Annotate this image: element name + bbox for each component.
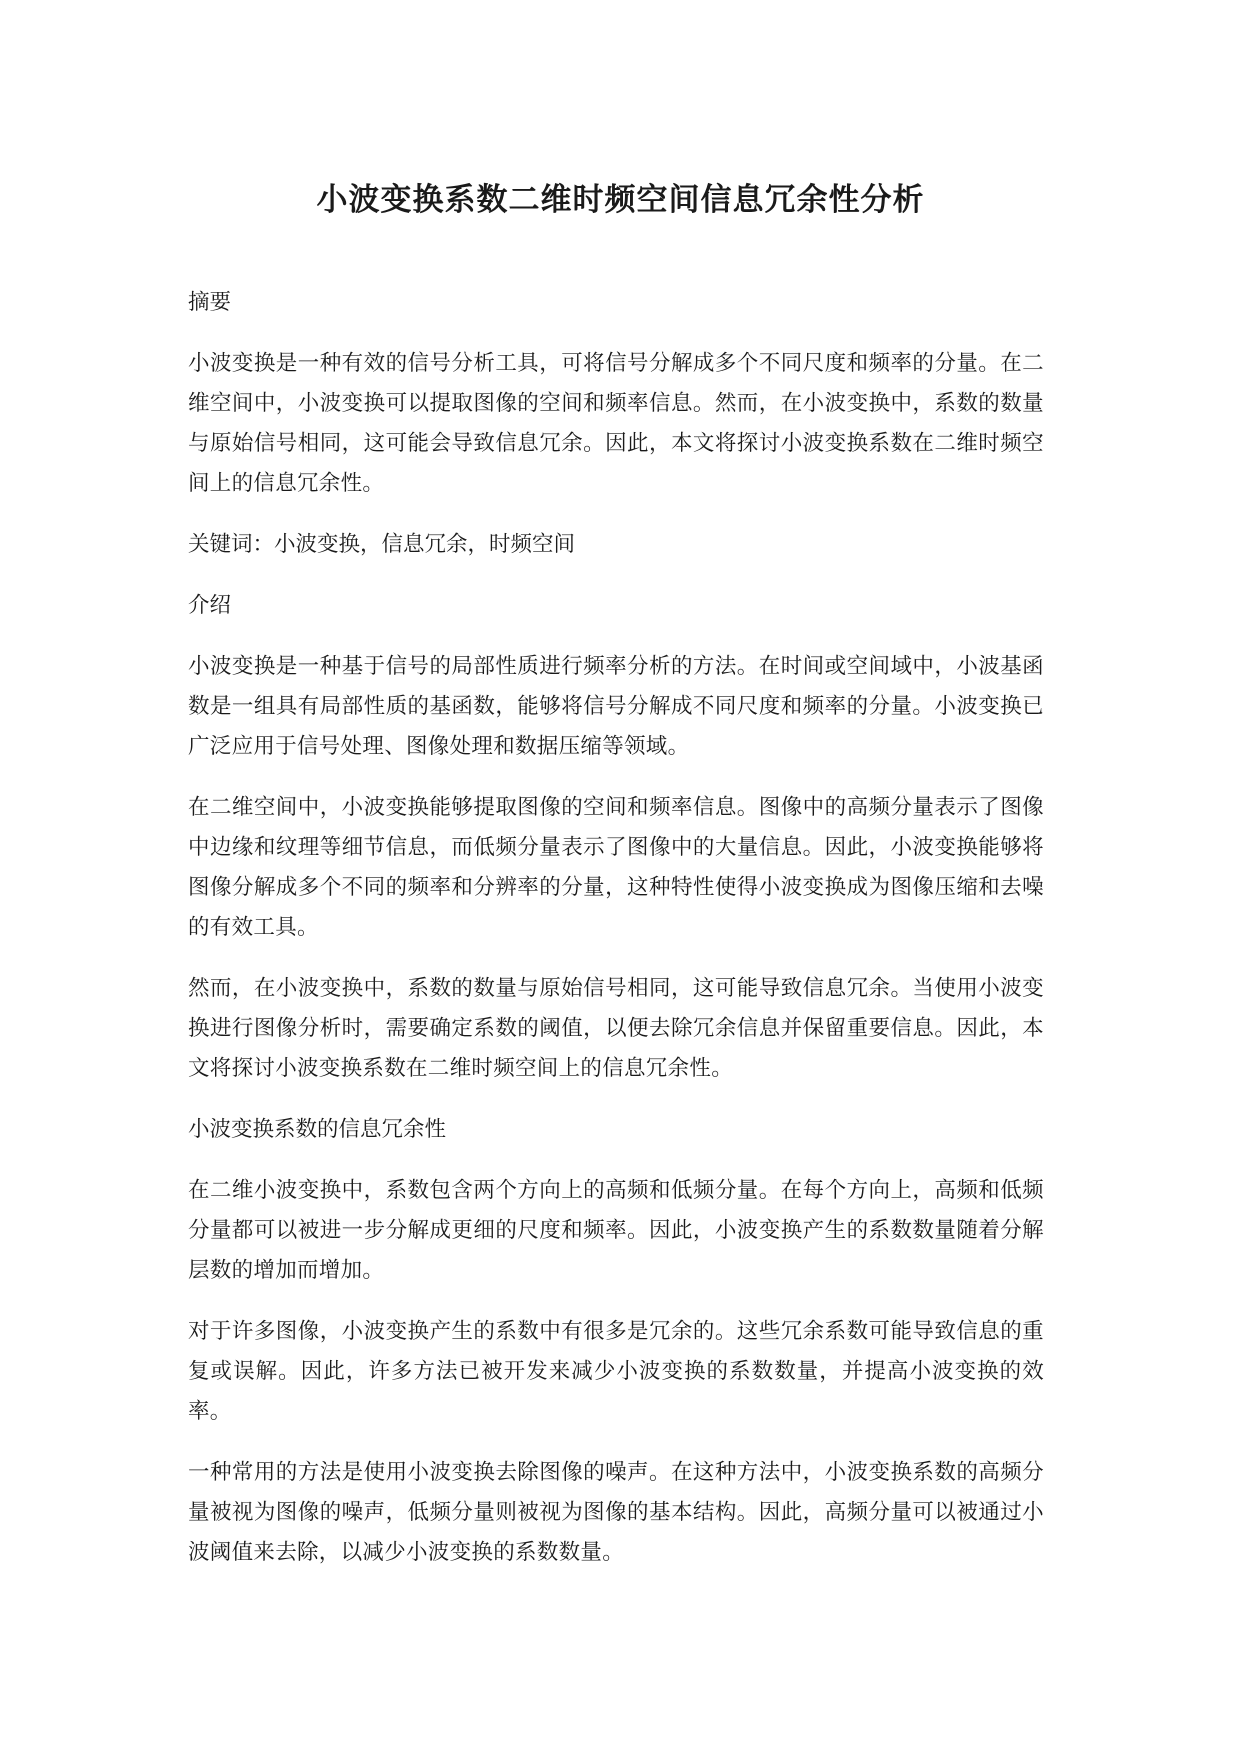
section-paragraph-1: 在二维小波变换中，系数包含两个方向上的高频和低频分量。在每个方向上，高频和低频分量都可以被进一步分解成更细的尺度和频率。因此，小波变换产生的系数数量随着分解层数的增加而增加。: [188, 1178, 1044, 1283]
abstract-paragraph: 小波变换是一种有效的信号分析工具，可将信号分解成多个不同尺度和频率的分量。在二维空间中，小波变换可以提取图像的空间和频率信息。然而，在小波变换中，系数的数量与原始信号相同，这可能会导致信息冗余。因此，本文将探讨小波变换系数在二维时频空间上的信息冗余性。: [188, 351, 1044, 496]
document-body: [188, 283, 1044, 1594]
intro-heading: 介绍: [188, 593, 232, 618]
intro-paragraph-2: 在二维空间中，小波变换能够提取图像的空间和频率信息。图像中的高频分量表示了图像中边缘和纹理等细节信息，而低频分量表示了图像中的大量信息。因此，小波变换能够将图像分解成多个不同的频率和分辨率的分量，这种特性使得小波变换成为图像压缩和去噪的有效工具。: [188, 795, 1044, 940]
section-paragraph-3: 一种常用的方法是使用小波变换去除图像的噪声。在这种方法中，小波变换系数的高频分量被视为图像的噪声，低频分量则被视为图像的基本结构。因此，高频分量可以被通过小波阈值来去除，以减少小波变换的系数数量。: [188, 1460, 1044, 1565]
document-title: 小波变换系数二维时频空间信息冗余性分析: [316, 182, 925, 218]
abstract-heading: 摘要: [188, 290, 232, 315]
section-heading: 小波变换系数的信息冗余性: [188, 1117, 447, 1142]
intro-paragraph-3: 然而，在小波变换中，系数的数量与原始信号相同，这可能导致信息冗余。当使用小波变换进行图像分析时，需要确定系数的阈值，以便去除冗余信息并保留重要信息。因此，本文将探讨小波变换系数在二维时频空间上的信息冗余性。: [188, 976, 1044, 1081]
section-paragraph-2: 对于许多图像，小波变换产生的系数中有很多是冗余的。这些冗余系数可能导致信息的重复或误解。因此，许多方法已被开发来减少小波变换的系数数量，并提高小波变换的效率。: [188, 1319, 1044, 1424]
intro-paragraph-1: 小波变换是一种基于信号的局部性质进行频率分析的方法。在时间或空间域中，小波基函数是一组具有局部性质的基函数，能够将信号分解成不同尺度和频率的分量。小波变换已广泛应用于信号处理、图像处理和数据压缩等领域。: [188, 654, 1044, 759]
keywords-line: 关键词：小波变换，信息冗余，时频空间: [188, 532, 576, 557]
